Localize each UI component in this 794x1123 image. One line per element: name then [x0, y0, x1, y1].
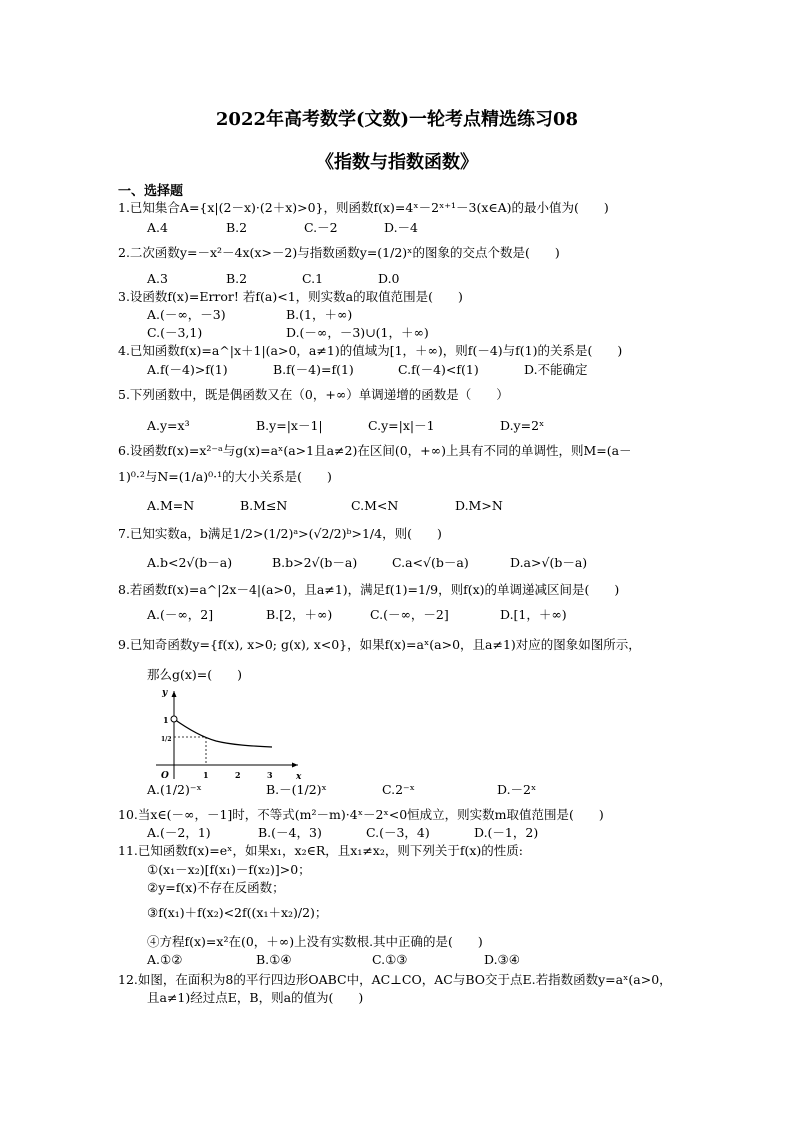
question-8-stem: 8.若函数f(x)=a^|2x－4|(a>0，且a≠1)，满足f(1)=1/9，则f(x)的单调递减区间是( ) [118, 582, 620, 597]
question-4-stem: 4.已知函数f(x)=a^|x＋1|(a>0，a≠1)的值域为[1，＋∞)，则f(－4)与f(1)的关系是( ) [118, 343, 623, 358]
question-6-stem-line1: 6.设函数f(x)=x²⁻ᵃ与g(x)=aˣ(a>1且a≠2)在区间(0，+∞)上具有不同的单调性，则M=(a－ [118, 443, 632, 458]
q2-option-a: A.3 [147, 271, 168, 286]
q7-option-c: C.a<√(b－a) [392, 555, 469, 570]
q8-option-a: A.(－∞，2] [147, 607, 214, 622]
question-3-stem: 3.设函数f(x)=Error! 若f(a)<1，则实数a的取值范围是( ) [118, 289, 463, 304]
q3-option-c: C.(－3,1) [147, 325, 203, 340]
y-axis-label: y [162, 688, 168, 698]
q1-option-c: C.－2 [304, 220, 338, 235]
q3-option-b: B.(1，＋∞) [286, 307, 353, 322]
q8-option-d: D.[1，＋∞) [500, 607, 567, 622]
y-axis-arrow [172, 691, 177, 697]
q6-option-d: D.M>N [455, 498, 503, 513]
q3-option-d: D.(－∞，－3)∪(1，＋∞) [286, 325, 429, 340]
q11-option-d: D.③④ [484, 952, 520, 967]
q11-option-b: B.①④ [256, 952, 292, 967]
q11-item-1: ①(x₁－x₂)[f(x₁)－f(x₂)]>0； [147, 862, 311, 877]
q8-option-c: C.(－∞，－2] [370, 607, 449, 622]
q7-option-d: D.a>√(b－a) [510, 555, 588, 570]
question-12-stem-line1: 12.如图，在面积为8的平行四边形OABC中，AC⊥CO，AC与BO交于点E.若指数函数y=aˣ(a>0， [118, 972, 672, 987]
page-subtitle: 《指数与指数函数》 [316, 152, 478, 173]
q5-option-d: D.y=2ˣ [500, 418, 545, 433]
q4-option-b: B.f(－4)=f(1) [273, 362, 354, 377]
q2-option-c: C.1 [302, 271, 324, 286]
q10-option-a: A.(－2，1) [147, 825, 211, 840]
q9-option-b: B.－(1/2)ˣ [266, 782, 327, 797]
q2-option-b: B.2 [226, 271, 248, 286]
question-5-stem: 5.下列函数中，既是偶函数又在（0，+∞）单调递增的函数是（ ） [118, 387, 509, 402]
x-axis-arrow [292, 763, 298, 768]
question-12-stem-line2: 且a≠1)经过点E，B，则a的值为( ) [147, 990, 364, 1005]
q2-option-d: D.0 [378, 271, 400, 286]
question-2-stem: 2.二次函数y=－x²－4x(x>－2)与指数函数y=(1/2)ˣ的图象的交点个数是( ) [118, 245, 560, 260]
x-tick-3: 3 [267, 770, 273, 780]
q7-option-a: A.b<2√(b－a) [147, 555, 233, 570]
y-tick-half: 1/2 [161, 736, 172, 743]
q11-item-4: ④方程f(x)=x²在(0，＋∞)上没有实数根.其中正确的是( ) [147, 934, 483, 949]
q1-option-d: D.－4 [384, 220, 419, 235]
question-9-stem-line1: 9.已知奇函数y={f(x), x>0; g(x), x<0}，如果f(x)=aˣ(a>0，且a≠1)对应的图象如图所示， [118, 637, 641, 652]
q11-item-3: ③f(x₁)＋f(x₂)<2f((x₁＋x₂)/2)； [147, 905, 328, 920]
x-axis-label: x [296, 772, 302, 782]
q9-option-d: D.－2ˣ [497, 782, 537, 797]
q4-option-c: C.f(－4)<f(1) [398, 362, 479, 377]
q10-option-d: D.(－1，2) [474, 825, 539, 840]
q1-option-a: A.4 [147, 220, 168, 235]
q5-option-a: A.y=x³ [147, 418, 190, 433]
question-9-stem-line2: 那么g(x)=( ) [147, 667, 243, 682]
section-heading: 一、选择题 [118, 184, 184, 199]
q3-option-a: A.(－∞，－3) [147, 307, 226, 322]
question-6-stem-line2: 1)⁰·²与N=(1/a)⁰·¹的大小关系是( ) [118, 469, 332, 484]
q11-option-c: C.①③ [372, 952, 408, 967]
open-point [171, 716, 177, 722]
exponential-graph [148, 683, 308, 783]
q1-option-b: B.2 [226, 220, 248, 235]
q5-option-c: C.y=|x|－1 [368, 418, 435, 433]
q4-option-d: D.不能确定 [524, 362, 588, 377]
origin-label: O [161, 771, 169, 781]
q11-option-a: A.①② [147, 952, 183, 967]
question-11-stem: 11.已知函数f(x)=eˣ，如果x₁，x₂∈R，且x₁≠x₂，则下列关于f(x)的性质: [118, 843, 523, 858]
q6-option-b: B.M≤N [240, 498, 288, 513]
q8-option-b: B.[2，＋∞) [266, 607, 333, 622]
x-tick-2: 2 [235, 770, 241, 780]
question-1-stem: 1.已知集合A={x|(2－x)·(2＋x)>0}，则函数f(x)=4ˣ－2ˣ⁺¹－3(x∈A)的最小值为( ) [118, 200, 609, 215]
q9-option-c: C.2⁻ˣ [382, 782, 415, 797]
q4-option-a: A.f(－4)>f(1) [147, 362, 228, 377]
q10-option-c: C.(－3，4) [366, 825, 430, 840]
q6-option-c: C.M<N [351, 498, 399, 513]
q7-option-b: B.b>2√(b－a) [272, 555, 358, 570]
page-title: 2022年高考数学(文数)一轮考点精选练习08 [215, 109, 579, 130]
curve [174, 719, 272, 747]
x-tick-1: 1 [203, 770, 209, 780]
y-tick-1: 1 [163, 715, 169, 725]
q11-item-2: ②y=f(x)不存在反函数； [147, 880, 285, 895]
q10-option-b: B.(－4，3) [258, 825, 322, 840]
q5-option-b: B.y=|x－1| [256, 418, 323, 433]
q6-option-a: A.M=N [147, 498, 195, 513]
question-7-stem: 7.已知实数a，b满足1/2>(1/2)ᵃ>(√2/2)ᵇ>1/4，则( ) [118, 526, 442, 541]
q9-option-a: A.(1/2)⁻ˣ [147, 782, 202, 797]
question-10-stem: 10.当x∈(－∞，－1]时，不等式(m²－m)·4ˣ－2ˣ<0恒成立，则实数m取值范围是( ) [118, 807, 604, 822]
